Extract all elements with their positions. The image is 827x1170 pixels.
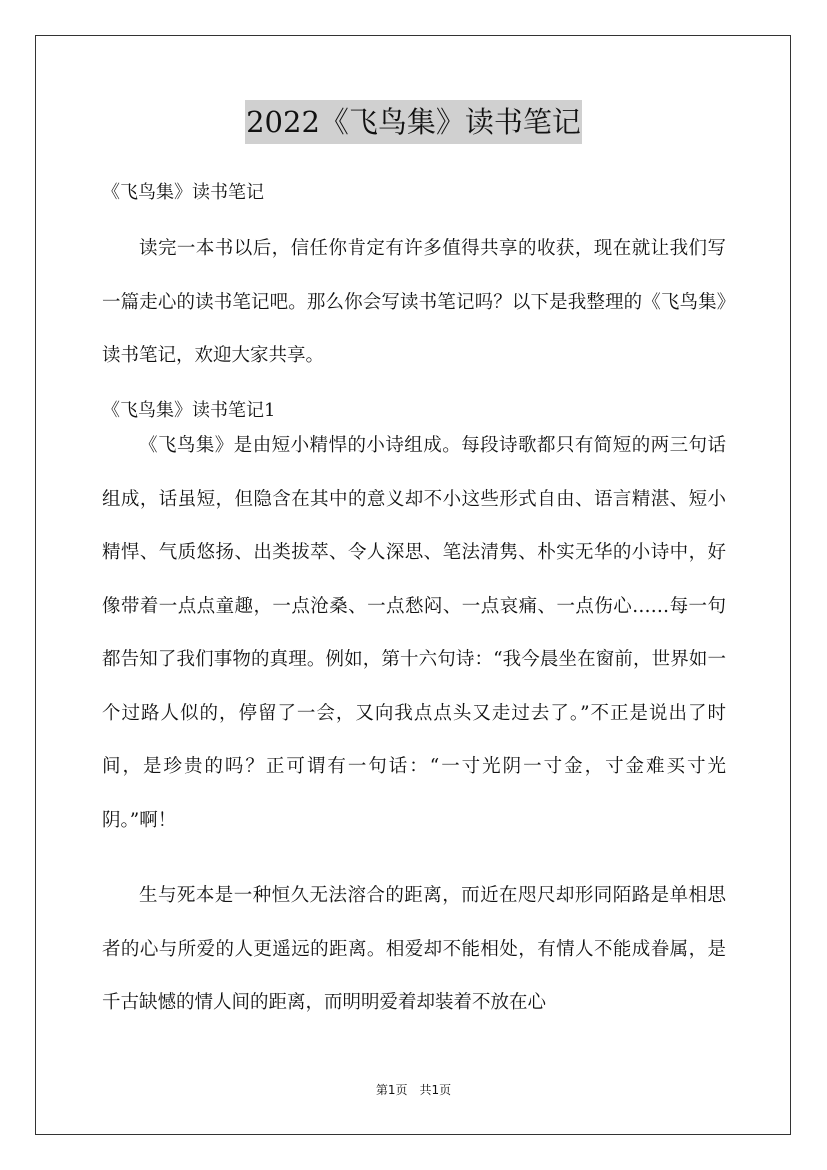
body-paragraph-1: 《飞鸟集》是由短小精悍的小诗组成。每段诗歌都只有简短的两三句话组成，话虽短，但隐含在其中的意义却不小这些形式自由、语言精湛、短小精悍、气质悠扬、出类拔萃、令人深思、笔法清隽、朴实无华的小诗中，好像带着一点点童趣，一点沧桑、一点愁闷、一点哀痛、一点伤心……每一句都告知了我们事物的真理。例如，第十六句诗：“我今晨坐在窗前，世界如一个过路人似的，停留了一会，又向我点点头又走过去了。”不正是说出了时间，是珍贵的吗？正可谓有一句话：“一寸光阴一寸金，寸金难买寸光阴。”啊！ xyxy=(102,435,726,831)
document-title: 2022《飞鸟集》读书笔记 xyxy=(245,100,582,144)
body-paragraph-2: 生与死本是一种恒久无法溶合的距离，而近在咫尺却形同陌路是单相思者的心与所爱的人更遥远的距离。相爱却不能相处，有情人不能成眷属，是千古缺憾的情人间的距离，而明明爱着却装着不放在心 xyxy=(102,885,726,1013)
section-heading: 《飞鸟集》读书笔记1 xyxy=(102,400,276,421)
document-subtitle: 《飞鸟集》读书笔记 xyxy=(102,182,264,203)
intro-paragraph: 读完一本书以后，信任你肯定有许多值得共享的收获，现在就让我们写一篇走心的读书笔记吧。那么你会写读书笔记吗？以下是我整理的《飞鸟集》读书笔记，欢迎大家共享。 xyxy=(102,238,726,366)
title-container xyxy=(0,100,827,144)
page-footer: 第1页 共1页 xyxy=(375,1083,452,1097)
